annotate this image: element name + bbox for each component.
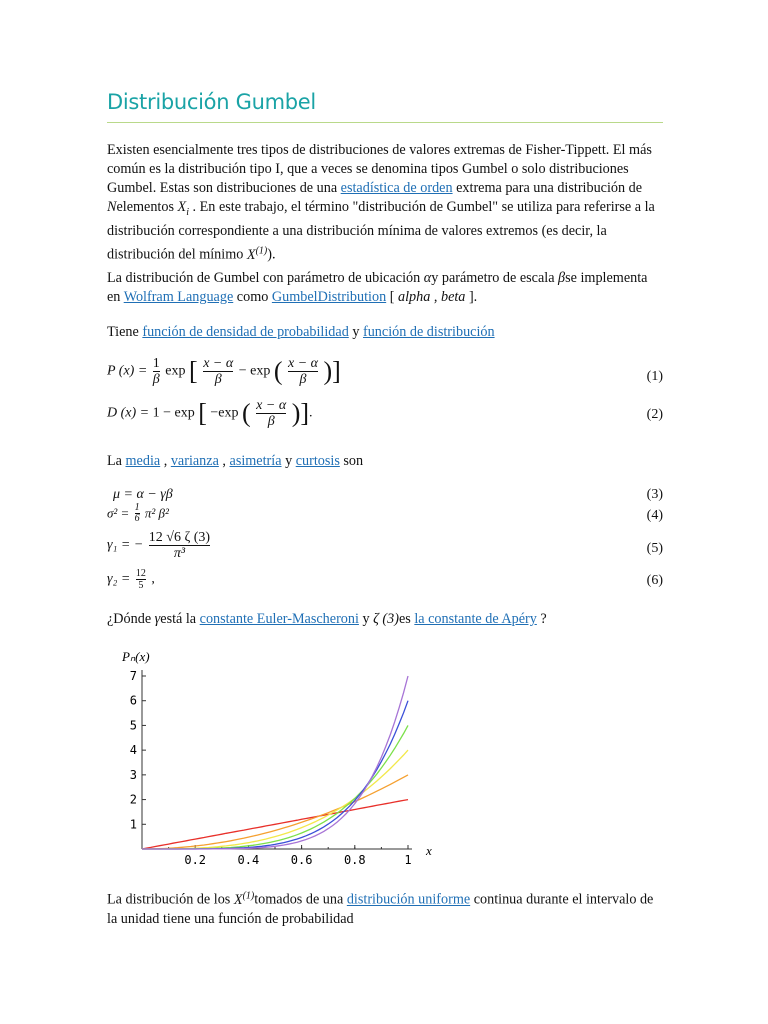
text: extrema para una distribución de — [452, 180, 643, 196]
series-line-n6 — [142, 701, 408, 849]
link-distribucion-uniforme[interactable]: distribución uniforme — [346, 891, 471, 908]
y-tick-label: 1 — [129, 817, 137, 832]
math-n: N — [107, 199, 117, 215]
x-tick-label: 1 — [404, 853, 412, 867]
link-media[interactable]: media — [125, 453, 161, 469]
x-tick-label: 0.2 — [184, 853, 207, 867]
equation-number: (1) — [646, 369, 663, 384]
y-tick-label: 3 — [129, 767, 137, 782]
math-gamma: γ — [154, 611, 161, 627]
y-tick-label: 2 — [129, 792, 137, 807]
equation-number: (2) — [646, 407, 663, 422]
equation-6: γ₂ = $\frac{12}{5}$ , (6) — [107, 568, 663, 591]
link-funcion-densidad[interactable]: función de densidad de probabilidad — [142, 324, 349, 340]
link-wolfram-language[interactable]: Wolfram Language — [123, 289, 234, 305]
equation-2: D (x) = 1 − exp [ −exp ( $\frac{x - \alpha}{\beta}$ )]. (2) — [107, 398, 663, 429]
intro-paragraph — [107, 141, 663, 265]
x-tick-label: 0.6 — [290, 853, 313, 867]
equation-5: γ₁ = − $\frac{12 √6 \zeta (3)}{\text{π³}}$ (5) — [107, 530, 663, 561]
link-curtosis[interactable]: curtosis — [295, 453, 340, 469]
link-euler-mascheroni[interactable]: constante Euler-Mascheroni — [199, 611, 359, 627]
y-tick-label: 7 — [129, 669, 137, 683]
page-title: Distribución Gumbel — [107, 90, 316, 114]
moments-paragraph: La media , varianza , asimetría y curtosis son — [107, 453, 364, 469]
text: ). — [267, 246, 276, 263]
arg-alpha: alpha — [398, 289, 431, 305]
link-funcion-distribucion[interactable]: función de distribución — [362, 324, 495, 340]
series-line-n4 — [142, 750, 408, 849]
y-tick-label: 5 — [129, 718, 137, 733]
title-divider — [107, 122, 663, 123]
equation-number: (6) — [646, 573, 663, 588]
x-axis-label: x — [426, 843, 432, 858]
arg-beta: beta — [440, 289, 466, 305]
y-tick-label: 4 — [129, 743, 137, 758]
series-line-n3 — [142, 775, 408, 849]
equation-number: (5) — [646, 541, 663, 556]
equation-3: μ = α − γβ (3) — [113, 487, 663, 502]
math-x1: $X^{(1)}$ — [233, 890, 255, 908]
constants-paragraph: ¿Dónde γestá la constante Euler-Mascheroni y ζ (3)es la constante de Apéry ? — [107, 611, 547, 627]
text: Existen esencialmente tres tipos de distribuciones de valores extremas de Fisher-Tippett. El más común es la distribución tipo I, que a veces se denomina tipos Gumbel o solo distribuciones Gumbel. Estas son distribuciones de una — [107, 142, 652, 196]
gumbel-params-paragraph: La distribución de Gumbel con parámetro de ubicación αy parámetro de escala βse implementa en Wolfram Language como GumbelDistribution [ alpha , beta ]. — [107, 270, 648, 305]
equation-1: P (x) = $\frac{1}{\beta}$ exp [ $\frac{x - \alpha}{\beta}$ − exp ( $\frac{x - \alpha}{\beta}$ )] (1) — [107, 356, 663, 387]
uniform-paragraph: La distribución de los $X^{(1)}tomados$ de una distribución uniforme continua durante el intervalo de la unidad tiene una función de probabilidad — [107, 890, 654, 927]
y-axis-label: Pₙ(x) — [122, 649, 150, 664]
equation-number: (3) — [646, 487, 663, 502]
x-tick-label: 0.4 — [237, 853, 260, 867]
link-asimetria[interactable]: asimetría — [229, 453, 282, 469]
equation-number: (4) — [646, 508, 663, 523]
math-x1: $X^{(1)}$ — [246, 244, 268, 263]
probability-chart — [118, 645, 448, 870]
equation-4: σ² = $\frac{1}{6}$ π² β² (4) — [107, 502, 663, 524]
x-tick-label: 0.8 — [343, 853, 366, 867]
link-gumbel-distribution[interactable]: GumbelDistribution — [271, 289, 387, 305]
math-xi: $X_i$ — [177, 199, 189, 218]
text: elementos — [116, 199, 178, 215]
math-zeta3: ζ (3) — [373, 611, 399, 627]
link-estadistica-de-orden[interactable]: estadística de orden — [340, 180, 453, 196]
link-constante-apery[interactable]: la constante de Apéry — [414, 611, 537, 627]
text: . En este trabajo, el término "distribución de Gumbel" se utiliza para referirse a la distribución correspondiente a una distribución mínima de valores extremos (es decir, la distribución del mínimo — [107, 199, 655, 263]
link-varianza[interactable]: varianza — [170, 453, 219, 469]
math-alpha: α — [423, 270, 432, 286]
density-paragraph: Tiene función de densidad de probabilidad y función de distribución — [107, 324, 495, 340]
y-tick-label: 6 — [129, 693, 137, 708]
series-line-n7 — [142, 676, 408, 849]
math-beta: β — [558, 270, 566, 286]
